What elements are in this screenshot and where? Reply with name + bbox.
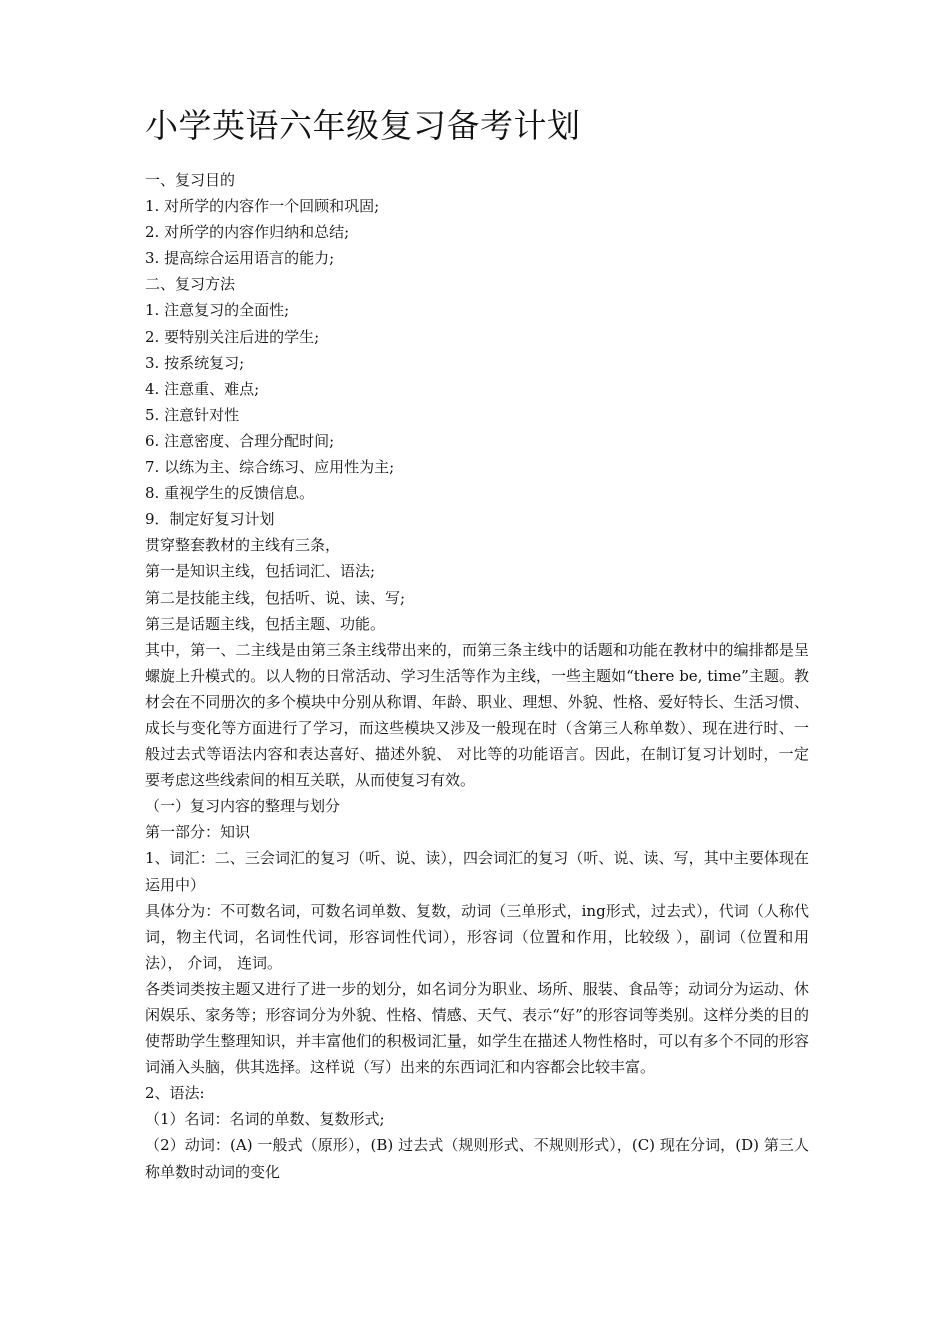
- text-line: 第三是话题主线，包括主题、功能。: [145, 614, 386, 633]
- text-line: 2. 要特别关注后进的学生;: [145, 327, 320, 346]
- text-line: 8. 重视学生的反馈信息。: [145, 484, 315, 503]
- text-line: 二、复习方法: [145, 275, 236, 294]
- text-line: 9．制定好复习计划: [145, 510, 275, 529]
- text-line: 1. 注意复习的全面性;: [145, 301, 290, 320]
- text-line: （一）复习内容的整理与划分: [145, 797, 341, 816]
- text-line: 2、语法:: [145, 1084, 205, 1103]
- paragraph: （2）动词：(A) 一般式（原形），(B) 过去式（规则形式、不规则形式），(C) 现在分词，(D) 第三人称单数时动词的变化: [145, 1136, 809, 1181]
- document-title: 小学英语六年级复习备考计划: [145, 106, 581, 145]
- paragraph: 其中，第一、二主线是由第三条主线带出来的，而第三条主线中的话题和功能在教材中的编排都是呈螺旋上升模式的。以人物的日常活动、学习生活等作为主线，一些主题如“there be, time”主题。教材会在不同册次的多个模块中分别从称谓、年龄、职业、理想、外貌、性格、爱好特长、生活习惯、成长与变化等方面进行了学习，而这些模块又涉及一般现在时（含第三人称单数）、现在进行时、一般过去式等语法内容和表达喜好、描述外貌、 对比等的功能语言。因此，在制订复习计划时，一定要考虑这些线索间的相互关联，从而使复习有效。: [145, 640, 809, 790]
- text-line: 3. 提高综合运用语言的能力;: [145, 249, 335, 268]
- paragraph: 具体分为：不可数名词，可数名词单数、复数，动词（三单形式，ing形式，过去式），代词（人称代词，物主代词，名词性代词，形容词性代词），形容词（位置和作用，比较级 ），副词（位置和用法）， 介词， 连词。: [145, 901, 809, 972]
- text-line: 4. 注意重、难点;: [145, 379, 260, 398]
- text-line: 一、复习目的: [145, 171, 236, 189]
- text-line: 3. 按系统复习;: [145, 353, 245, 372]
- paragraph: 各类词类按主题又进行了进一步的划分，如名词分为职业、场所、服装、食品等；动词分为运动、休闲娱乐、家务等；形容词分为外貌、性格、情感、天气、表示“好”的形容词等类别。这样分类的目的使帮助学生整理知识，并丰富他们的积极词汇量，如学生在描述人物性格时，可以有多个不同的形容词涌入头脑，供其选择。这样说（写）出来的东西词汇和内容都会比较丰富。: [145, 979, 809, 1077]
- document-body: [145, 167, 809, 1185]
- text-line: 1. 对所学的内容作一个回顾和巩固;: [145, 197, 380, 216]
- text-line: 第二是技能主线，包括听、说、读、写;: [145, 588, 406, 607]
- paragraph: 1、词汇：二、三会词汇的复习（听、说、读），四会词汇的复习（听、说、读、写，其中主要体现在运用中）: [145, 849, 809, 894]
- text-line: 贯穿整套教材的主线有三条，: [145, 536, 341, 555]
- text-line: 5. 注意针对性: [145, 405, 240, 424]
- text-line: 第一部分：知识: [145, 823, 251, 842]
- text-line: 7. 以练为主、综合练习、应用性为主;: [145, 458, 395, 477]
- text-line: 6. 注意密度、合理分配时间;: [145, 431, 335, 450]
- text-line: 第一是知识主线，包括词汇、语法;: [145, 562, 376, 581]
- text-line: 2. 对所学的内容作归纳和总结;: [145, 223, 350, 242]
- text-line: （1）名词：名词的单数、复数形式;: [145, 1110, 385, 1129]
